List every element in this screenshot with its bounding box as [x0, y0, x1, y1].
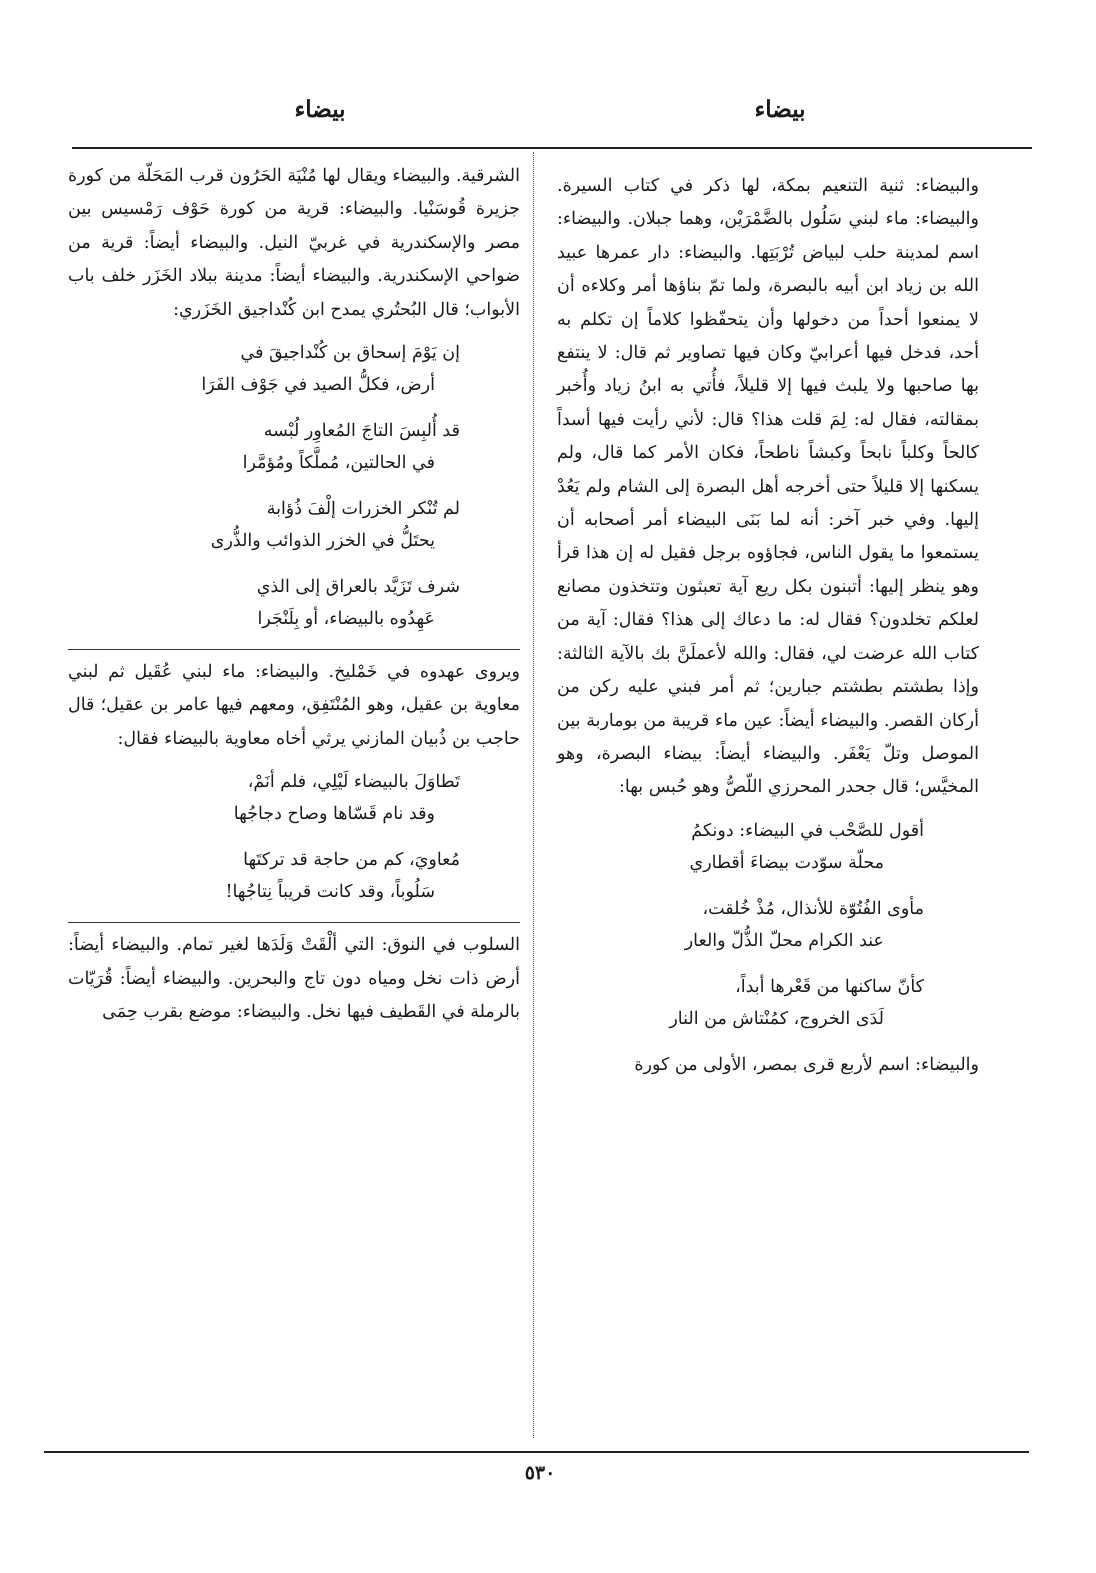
verse-hemistich: سَلُوباً، وقد كانت قريباً نِتاجُها!	[225, 882, 435, 903]
running-head-right: بيضاء	[754, 96, 806, 123]
verse-hemistich: إن يَوْمَ إسحاق بن كُنْداجيقَ في	[240, 343, 460, 364]
entry-paragraph: والبيضاء: ثنية التنعيم بمكة، لها ذكر في كتاب السيرة. والبيضاء: ماء لبني سَلُول بالضَّمْرَيْن، وهما جبلان. والبيضاء: اسم لمدينة حلب لبياض تُرْبَتِها. والبيضاء: دار عمرها عبيد الله بن زياد ابن أبيه بالبصرة، ولما تمّ بناؤها أمر وكلاءه أن لا يمنعوا أحداً من دخولها وأن يتحفّظوا كلاماً إن تكلم به أحد، فدخل فيها أعرابيّ وكان فيها تصاوير ثم قال: لا ينتفع بها صاحبها ولا يلبث فيها إلا قليلاً، فأُتي به ابنُ زياد وأُخبر بمقالته، فقال له: لِمَ قلت هذا؟ قال: لأني رأيت فيها أسداً كالحاً وكلباً نابحاً وكبشاً ناطحاً، فكان الأمر كما قال، ولم يسكنها إلا قليلاً حتى أخرجه أهل البصرة إلى الشام ولم يَعُدْ إليها. وفي خبر آخر: أنه لما بَنَى البيضاء أمر أصحابه أن يستمعوا ما يقول الناس، فجاؤوه برجل فقيل له إن هذا قرأ وهو ينظر إليها: أتبنون بكل ريع آية تعبثون وتتخذون مصانع لعلكم تخلدون؟ فقال له: ما دعاك إلى هذا؟ فقال: آية من كتاب الله عرضت لي، فقال: والله لأعملَنَّ بك بالآية الثالثة: وإذا بطشتم بطشتم جبارين؛ ثم أمر فبني عليه ركن من أركان القصر. والبيضاء أيضاً: عين ماء قريبة من بوماربة بين الموصل وتلّ يَعْفَر. والبيضاء أيضاً: بيضاء البصرة، وهو المخيَّس؛ قال جحدر المحرزي اللّصُّ وهو حُبس بها:	[557, 176, 979, 798]
verse	[557, 971, 979, 1035]
verse-hemistich: قد أُلبِسَ التاجَ المُعاوِر لُبْسه	[263, 421, 460, 442]
verse-hemistich: وقد نام قَسّاها وصاح دجاجُها	[233, 804, 435, 825]
verse	[68, 766, 520, 830]
verse-hemistich: شرف تَزَيَّد بالعراق إلى الذي	[256, 577, 460, 598]
left-column	[68, 160, 520, 1029]
verse-hemistich: محلّة سوّدت بيضاءَ أقطاري	[689, 852, 884, 873]
verse-hemistich: كأنّ ساكنها من قَعْرها أبداً،	[735, 976, 924, 997]
entry-paragraph: السلوب في النوق: التي ألْقَتْ وَلَدَها لغير تمام. والبيضاء أيضاً: أرض ذات نخل ومياه دون تاج والبحرين. والبيضاء أيضاً: قُرَيّات بالرملة في القَطيف فيها نخل. والبيضاء: موضع بقرب حِمَى	[68, 935, 520, 1023]
verse	[557, 815, 979, 879]
entry-paragraph: الشرقية. والبيضاء ويقال لها مُنْيَة الحَرُون قرب المَحَلّة من كورة جزيرة قُوسَنْيا. والبيضاء: قرية من كورة حَوْف رَمْسيس بين مصر والإسكندرية في غربيّ النيل. والبيضاء أيضاً: قرية من ضواحي الإسكندرية. والبيضاء أيضاً: مدينة ببلاد الخَزَر خلف باب الأبواب؛ قال البُحتُري يمدح ابن كُنْداجيق الخَزَري:	[68, 166, 520, 320]
verse-hemistich: أقول للصَّحْب في البيضاء: دونكمُ	[691, 820, 924, 841]
section-rule	[68, 649, 520, 650]
footer-rule	[44, 1451, 1029, 1453]
verse-hemistich: مأوى الفُتُوّة للأنذال، مُذْ خُلقت،	[702, 898, 924, 919]
column-divider	[533, 152, 534, 1438]
verse	[68, 493, 520, 557]
page-number: ٥٣٠	[524, 1462, 556, 1484]
entry-paragraph: ويروى عهدوه في خَمْليخ. والبيضاء: ماء لبني عُقَيل ثم لبني معاوية بن عقيل، وهو المُنْتَفِق، ومعهم فيها عامر بن عقيل؛ قال حاجب بن ذُبيان المازني يرثي أخاه معاوية بالبيضاء فقال:	[68, 662, 520, 749]
verse-hemistich: لَدَى الخروج، كمُنْتاش من النار	[669, 1008, 884, 1029]
verse-hemistich: أرض، فكلُّ الصيد في جَوْف الفَرَا	[201, 375, 435, 396]
verse-hemistich: عند الكرام محلّ الذُّلّ والعار	[684, 930, 884, 951]
verse-hemistich: في الحالتين، مُملَّكاً ومُؤمَّرا	[242, 453, 435, 474]
running-head-left: بيضاء	[294, 96, 346, 123]
verse-hemistich: يحتَلُّ في الخزر الذوائب والذُّرى	[210, 531, 435, 552]
verse	[68, 415, 520, 479]
verse	[68, 337, 520, 401]
verse-hemistich: عَهِدُوه بالبيضاء، أو بِلَنْجَرا	[257, 609, 435, 630]
section-rule	[68, 922, 520, 923]
verse-hemistich: تَطاوَلَ بالبيضاء لَيْلِي، فلم أنَمْ،	[247, 772, 460, 793]
verse-hemistich: مُعاويَ، كم من حاجة قد تركتَها	[243, 850, 460, 871]
verse	[68, 571, 520, 635]
verse-hemistich: لم تُنْكر الخزرات إلْفَ ذُؤابة	[266, 499, 460, 520]
header-rule	[72, 147, 1032, 149]
verse	[68, 844, 520, 908]
verse	[557, 893, 979, 957]
right-column	[557, 170, 979, 1082]
entry-paragraph: والبيضاء: اسم لأربع قرى بمصر، الأولى من كورة	[634, 1054, 979, 1075]
